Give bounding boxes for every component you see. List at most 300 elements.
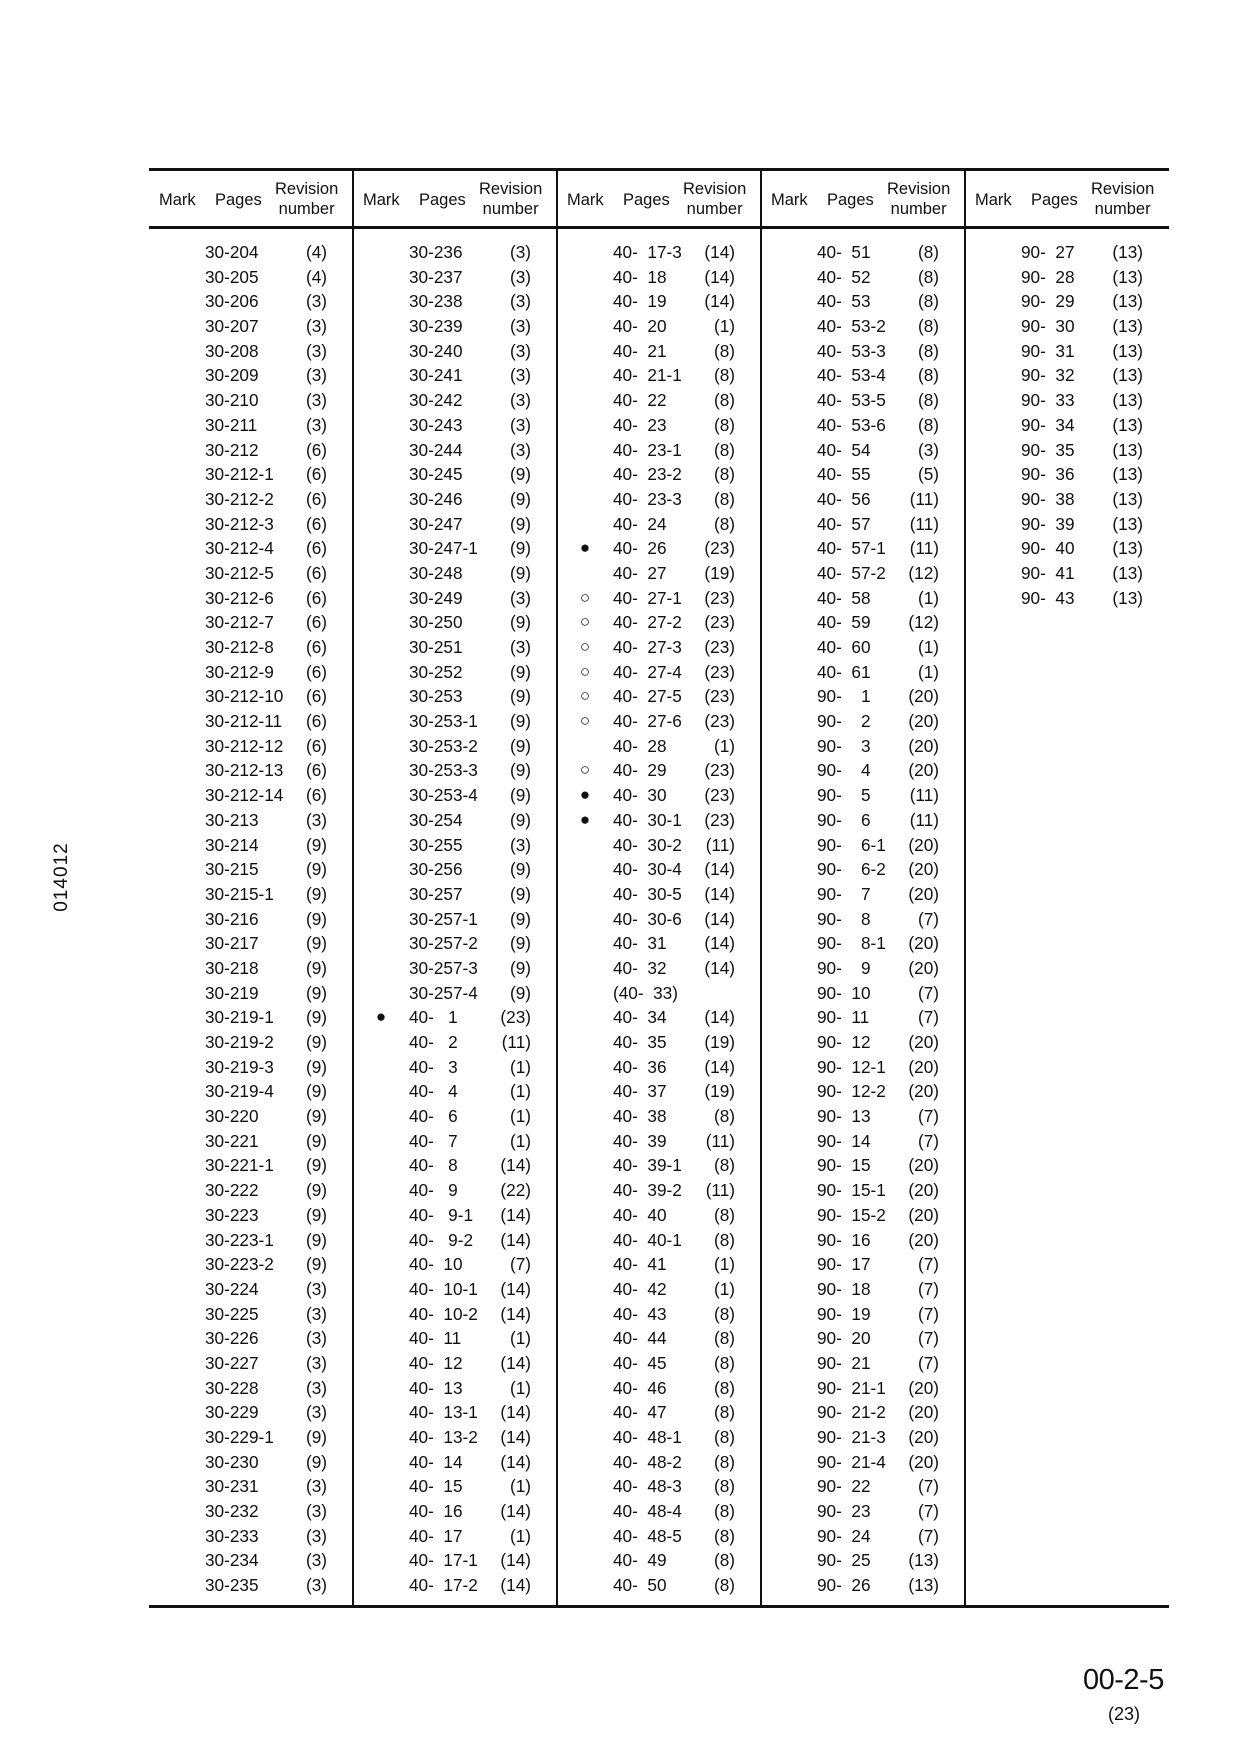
table-row [761, 1005, 965, 1030]
table-row [965, 487, 1169, 512]
row-revision: (3) [509, 439, 531, 460]
row-list [965, 240, 1169, 610]
row-page: 30-228 [205, 1377, 259, 1398]
row-page: 90- 23 [817, 1501, 871, 1522]
row-revision: (5) [917, 464, 939, 485]
table-row [557, 438, 761, 463]
row-page: 40- 18 [613, 266, 667, 287]
row-revision: (3) [305, 340, 327, 361]
table-row [149, 1302, 353, 1327]
row-revision: (9) [509, 982, 531, 1003]
added-mark-open: ○ [579, 661, 591, 681]
row-page: 40- 9-1 [409, 1204, 474, 1225]
row-page: 30-212-10 [205, 686, 284, 707]
table-row [557, 1252, 761, 1277]
row-page: 30-211 [205, 414, 258, 435]
table-row [353, 438, 557, 463]
row-revision: (7) [917, 1278, 939, 1299]
table-row [965, 314, 1169, 339]
table-row [557, 734, 761, 759]
table-row [353, 1277, 557, 1302]
row-revision: (6) [305, 439, 327, 460]
table-row [353, 1376, 557, 1401]
row-revision: (9) [305, 859, 327, 880]
row-revision: (3) [509, 390, 531, 411]
row-page: 40- 17-1 [409, 1550, 478, 1571]
row-page: 30-253-1 [409, 711, 478, 732]
table-row [353, 684, 557, 709]
row-page: 30-205 [205, 266, 259, 287]
table-row [353, 413, 557, 438]
table-row [557, 907, 761, 932]
row-revision: (23) [704, 785, 735, 806]
revised-mark-filled: ● [579, 785, 591, 805]
row-revision: (9) [509, 464, 531, 485]
row-page: 30-255 [409, 834, 463, 855]
header-pages: Pages [1031, 191, 1078, 209]
row-revision: (23) [704, 760, 735, 781]
table-row [353, 734, 557, 759]
row-revision: (6) [305, 464, 327, 485]
table-row [149, 907, 353, 932]
row-page: 30-219-1 [205, 1007, 274, 1028]
table-row [557, 1228, 761, 1253]
table-row [761, 1376, 965, 1401]
table-row [761, 907, 965, 932]
table-column-2 [353, 168, 557, 1608]
row-revision: (9) [305, 1451, 327, 1472]
row-revision: (9) [305, 883, 327, 904]
row-revision: (19) [704, 1032, 735, 1052]
table-row [149, 438, 353, 463]
row-revision: (9) [509, 933, 531, 954]
row-revision: (8) [713, 1550, 735, 1571]
row-revision: (20) [908, 1155, 939, 1176]
row-revision: (9) [305, 1204, 327, 1225]
table-row [557, 660, 761, 685]
row-revision: (8) [713, 1303, 735, 1324]
row-page: 30-229-1 [205, 1427, 274, 1447]
row-revision: (3) [305, 1575, 327, 1596]
table-row [149, 1129, 353, 1154]
row-page: 40- 48-1 [613, 1427, 682, 1447]
row-page: 40- 55 [817, 464, 871, 485]
table-row [761, 709, 965, 734]
row-page: 40- 27-5 [613, 686, 682, 707]
header-mark: Mark [363, 191, 400, 209]
row-revision: (14) [704, 291, 735, 312]
table-row [557, 882, 761, 907]
table-row [557, 388, 761, 413]
table-row [353, 956, 557, 981]
table-row [149, 388, 353, 413]
row-revision: (20) [908, 1229, 939, 1250]
row-revision: (7) [917, 1254, 939, 1275]
row-page: 40- 59 [817, 612, 871, 633]
row-revision: (11) [909, 809, 939, 830]
table-row [557, 462, 761, 487]
row-revision: (9) [305, 1106, 327, 1127]
row-list [353, 240, 557, 1598]
table-row [353, 1548, 557, 1573]
row-page: 30-224 [205, 1278, 259, 1299]
table-row [761, 1079, 965, 1104]
row-revision: (14) [704, 266, 735, 287]
table-row [761, 882, 965, 907]
row-revision: (20) [908, 1056, 939, 1077]
row-revision: (13) [1112, 414, 1143, 435]
table-row [353, 1351, 557, 1376]
row-page: 90- 38 [1021, 488, 1075, 509]
row-page: 40- 15 [409, 1476, 463, 1497]
row-page: 40- 23-3 [613, 488, 682, 509]
row-page: 30-253-4 [409, 785, 478, 806]
row-revision: (3) [305, 809, 327, 830]
row-revision: (14) [704, 1007, 735, 1028]
row-page: 30-247-1 [409, 538, 478, 559]
row-revision: (11) [705, 1130, 735, 1151]
row-list [557, 240, 761, 1598]
row-revision: (9) [509, 538, 531, 559]
revised-mark-filled: ● [579, 809, 591, 829]
table-column-4 [761, 168, 965, 1608]
row-revision: (9) [305, 933, 327, 954]
table-row [761, 1277, 965, 1302]
row-revision: (6) [305, 711, 327, 732]
table-row [353, 462, 557, 487]
row-revision: (4) [305, 242, 327, 262]
row-revision: (3) [509, 242, 531, 262]
row-page: 90- 34 [1021, 414, 1075, 435]
row-page: 40- 8 [409, 1155, 458, 1176]
row-revision: (8) [713, 1204, 735, 1225]
row-revision: (11) [909, 513, 939, 534]
row-page: 90- 7 [817, 883, 871, 904]
table-row [761, 660, 965, 685]
table-row [149, 1499, 353, 1524]
row-page: 30-248 [409, 562, 463, 583]
row-revision: (8) [917, 266, 939, 287]
table-row [149, 1425, 353, 1450]
row-page: 30-223 [205, 1204, 259, 1225]
row-page: 30-208 [205, 340, 259, 361]
row-revision: (9) [305, 1254, 327, 1275]
table-row [353, 1425, 557, 1450]
table-row [353, 314, 557, 339]
row-revision: (23) [500, 1007, 531, 1028]
row-page: 40- 60 [817, 637, 871, 657]
table-row [557, 1548, 761, 1573]
row-revision: (8) [713, 365, 735, 386]
row-revision: (3) [509, 291, 531, 312]
row-page: 40- 58 [817, 587, 871, 608]
row-page: 90- 36 [1021, 464, 1075, 485]
row-revision: (8) [713, 1328, 735, 1349]
revised-mark-filled: ● [375, 1007, 387, 1027]
table-row [761, 1104, 965, 1129]
row-page: 30-219-3 [205, 1056, 274, 1077]
row-revision: (8) [713, 1106, 735, 1127]
row-page: 30-212-12 [205, 735, 284, 756]
row-page: 30-238 [409, 291, 463, 312]
table-row [557, 289, 761, 314]
row-page: 30-221 [205, 1130, 259, 1151]
row-revision: (7) [917, 1130, 939, 1151]
row-revision: (13) [1112, 316, 1143, 337]
row-revision: (12) [908, 562, 939, 583]
row-page: 90- 14 [817, 1130, 871, 1151]
row-page: 40- 14 [409, 1451, 463, 1472]
table-row [761, 956, 965, 981]
row-revision: (9) [509, 785, 531, 806]
row-revision: (9) [509, 686, 531, 707]
row-page: 30-220 [205, 1106, 259, 1127]
table-row [557, 265, 761, 290]
row-page: 90- 25 [817, 1550, 871, 1571]
table-row [761, 487, 965, 512]
row-page: 90- 8 [817, 908, 871, 929]
table-row [557, 1499, 761, 1524]
table-row [761, 339, 965, 364]
table-row [965, 265, 1169, 290]
row-page: 30-237 [409, 266, 463, 287]
table-row [149, 1573, 353, 1598]
table-row [149, 314, 353, 339]
row-revision: (1) [713, 735, 735, 756]
row-revision: (14) [704, 908, 735, 929]
table-row [557, 610, 761, 635]
row-revision: (11) [705, 1180, 735, 1201]
column-header [557, 171, 761, 226]
row-page: (40- 33) [613, 982, 678, 1003]
row-revision: (8) [917, 291, 939, 312]
row-page: 40- 34 [613, 1007, 667, 1028]
row-page: 40- 44 [613, 1328, 667, 1349]
row-revision: (9) [305, 982, 327, 1003]
row-revision: (7) [917, 1352, 939, 1373]
row-revision: (1) [917, 661, 939, 682]
row-page: 40- 50 [613, 1575, 667, 1596]
row-page: 90- 4 [817, 760, 871, 781]
row-revision: (13) [1112, 513, 1143, 534]
row-revision: (3) [305, 414, 327, 435]
table-row [557, 857, 761, 882]
added-mark-open: ○ [579, 587, 591, 607]
table-row [761, 1302, 965, 1327]
table-row [761, 1129, 965, 1154]
table-row [353, 1252, 557, 1277]
row-page: 30-212-13 [205, 760, 284, 781]
row-revision: (7) [917, 908, 939, 929]
table-row [557, 487, 761, 512]
table-row [353, 388, 557, 413]
table-row [353, 1104, 557, 1129]
row-revision: (7) [917, 1328, 939, 1349]
row-page: 30-216 [205, 908, 259, 929]
row-revision: (23) [704, 686, 735, 707]
table-row [761, 413, 965, 438]
row-revision: (7) [917, 1501, 939, 1522]
row-page: 40- 42 [613, 1278, 667, 1299]
row-revision: (7) [917, 1476, 939, 1497]
row-page: 30-219-4 [205, 1081, 274, 1102]
table-row [353, 1228, 557, 1253]
row-revision: (19) [704, 562, 735, 583]
row-revision: (6) [305, 760, 327, 781]
row-revision: (3) [509, 414, 531, 435]
row-page: 40- 9-2 [409, 1229, 474, 1250]
table-row [353, 1203, 557, 1228]
table-row [761, 1326, 965, 1351]
row-revision: (8) [917, 316, 939, 337]
row-page: 30-236 [409, 242, 463, 262]
row-revision: (20) [908, 1180, 939, 1201]
row-page: 40- 13 [409, 1377, 463, 1398]
row-page: 40- 48-5 [613, 1525, 682, 1546]
row-page: 30-257 [409, 883, 463, 904]
table-row [761, 314, 965, 339]
row-page: 30-240 [409, 340, 463, 361]
row-revision: (8) [713, 439, 735, 460]
row-revision: (20) [908, 859, 939, 880]
row-page: 90- 12 [817, 1032, 871, 1052]
table-row [353, 1524, 557, 1549]
row-page: 40- 49 [613, 1550, 667, 1571]
table-row [557, 1425, 761, 1450]
row-revision: (9) [509, 809, 531, 830]
row-page: 40- 54 [817, 439, 871, 460]
row-revision: (11) [501, 1032, 531, 1052]
table-row [353, 561, 557, 586]
row-page: 30-223-1 [205, 1229, 274, 1250]
table-row [149, 1351, 353, 1376]
row-page: 30-204 [205, 242, 259, 262]
table-row [761, 561, 965, 586]
table-row [149, 462, 353, 487]
row-revision: (7) [509, 1254, 531, 1275]
table-row [149, 1474, 353, 1499]
row-revision: (8) [713, 1451, 735, 1472]
row-page: 30-256 [409, 859, 463, 880]
row-page: 30-213 [205, 809, 259, 830]
row-revision: (14) [500, 1204, 531, 1225]
row-page: 90- 18 [817, 1278, 871, 1299]
row-revision: (9) [305, 1032, 327, 1052]
row-page: 40- 46 [613, 1377, 667, 1398]
page-revision: (23) [1108, 1704, 1141, 1724]
row-page: 30-247 [409, 513, 463, 534]
row-revision: (13) [1112, 587, 1143, 608]
row-revision: (3) [305, 1377, 327, 1398]
row-page: 30-212-2 [205, 488, 274, 509]
table-row [149, 1104, 353, 1129]
row-page: 40- 13-1 [409, 1402, 478, 1423]
row-page: 90- 29 [1021, 291, 1075, 312]
table-row [353, 339, 557, 364]
row-revision: (9) [305, 1155, 327, 1176]
row-revision: (20) [908, 1377, 939, 1398]
row-list [761, 240, 965, 1598]
table-row [761, 734, 965, 759]
row-page: 40- 41 [613, 1254, 667, 1275]
row-revision: (6) [305, 612, 327, 633]
row-page: 40- 53-4 [817, 365, 886, 386]
table-row [761, 586, 965, 611]
row-revision: (13) [1112, 340, 1143, 361]
table-row [557, 314, 761, 339]
table-row [557, 1450, 761, 1475]
added-mark-open: ○ [579, 612, 591, 632]
row-revision: (8) [713, 1155, 735, 1176]
row-page: 40- 27-6 [613, 711, 682, 732]
row-revision: (9) [305, 834, 327, 855]
row-page: 40- 24 [613, 513, 667, 534]
table-row [557, 1302, 761, 1327]
row-revision: (20) [908, 1204, 939, 1225]
row-page: 30-207 [205, 316, 259, 337]
row-revision: (14) [500, 1229, 531, 1250]
row-page: 30-230 [205, 1451, 259, 1472]
table-column-1 [149, 168, 353, 1608]
row-revision: (14) [500, 1278, 531, 1299]
row-page: 30-235 [205, 1575, 259, 1596]
column-header [965, 171, 1169, 226]
row-revision: (6) [305, 686, 327, 707]
row-page: 30-253 [409, 686, 463, 707]
row-page: 90- 12-2 [817, 1081, 886, 1102]
row-revision: (9) [305, 1427, 327, 1447]
row-revision: (20) [908, 1402, 939, 1423]
table-row [353, 808, 557, 833]
row-revision: (3) [305, 1550, 327, 1571]
table-row [149, 709, 353, 734]
row-revision: (9) [305, 1056, 327, 1077]
row-revision: (23) [704, 637, 735, 657]
table-row [761, 512, 965, 537]
row-page: 40- 11 [409, 1328, 462, 1349]
row-revision: (8) [713, 1575, 735, 1596]
row-page: 30-227 [205, 1352, 259, 1373]
table-row [149, 1450, 353, 1475]
table-row [557, 363, 761, 388]
row-page: 90- 2 [817, 711, 871, 732]
table-row [149, 1153, 353, 1178]
row-page: 40- 13-2 [409, 1427, 478, 1447]
row-revision: (14) [704, 242, 735, 262]
table-row [761, 610, 965, 635]
table-row [149, 536, 353, 561]
table-row [353, 289, 557, 314]
row-revision: (6) [305, 488, 327, 509]
row-revision: (6) [305, 513, 327, 534]
row-revision: (9) [509, 488, 531, 509]
row-page: 90- 19 [817, 1303, 871, 1324]
row-page: 40- 21-1 [613, 365, 682, 386]
row-page: 40- 23-2 [613, 464, 682, 485]
row-revision: (6) [305, 562, 327, 583]
row-page: 30-214 [205, 834, 259, 855]
table-row [353, 1400, 557, 1425]
row-revision: (23) [704, 661, 735, 682]
row-revision: (8) [713, 1525, 735, 1546]
row-page: 40- 6 [409, 1106, 458, 1127]
table-row [761, 931, 965, 956]
row-page: 40- 32 [613, 957, 667, 978]
table-row [149, 363, 353, 388]
row-revision: (3) [305, 1525, 327, 1546]
table-row [761, 289, 965, 314]
row-page: 30-221-1 [205, 1155, 274, 1176]
